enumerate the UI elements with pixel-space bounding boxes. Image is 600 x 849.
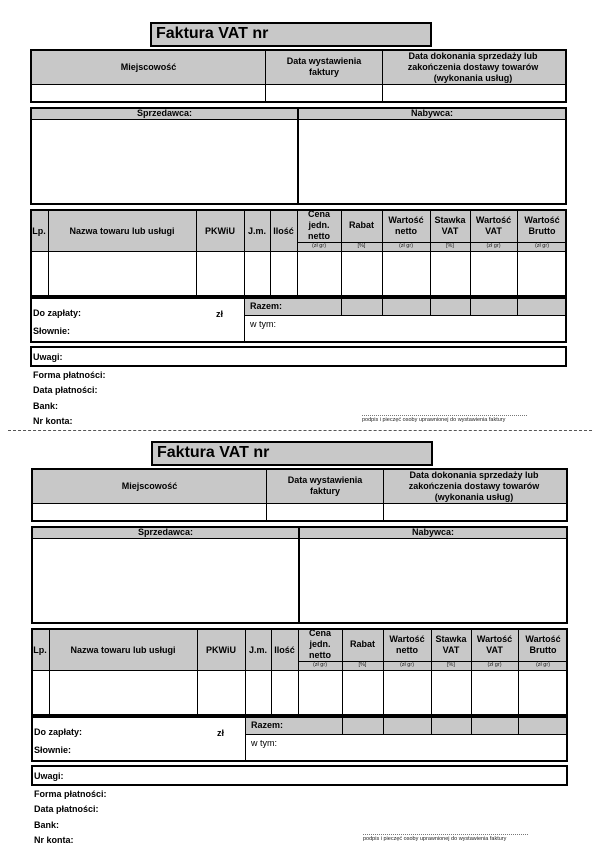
column-header: Rabat bbox=[349, 639, 375, 649]
seller-field[interactable] bbox=[34, 540, 296, 620]
sale-date-field[interactable] bbox=[385, 505, 565, 519]
invoice-2 bbox=[31, 441, 571, 846]
seller-label: Sprzedawca: bbox=[136, 108, 193, 118]
item-cell[interactable] bbox=[473, 672, 517, 714]
column-header: Wartość VAT bbox=[475, 215, 512, 236]
column-unit: (zł gr) bbox=[534, 243, 550, 249]
item-cell[interactable] bbox=[33, 672, 48, 714]
column-unit: (zł gr) bbox=[312, 662, 328, 668]
issue-date-label: Data wystawienia faktury bbox=[286, 56, 362, 77]
column-header: Ilość bbox=[274, 645, 295, 655]
column-header: Stawka VAT bbox=[434, 215, 466, 236]
sum-label: Razem: bbox=[250, 301, 283, 311]
remarks-label: Uwagi: bbox=[33, 352, 63, 362]
remarks-box[interactable] bbox=[30, 346, 567, 367]
issue-date-field[interactable] bbox=[267, 86, 381, 100]
in-words-label: Słownie: bbox=[33, 326, 71, 336]
column-header: Cena jedn. netto bbox=[307, 209, 330, 241]
item-cell[interactable] bbox=[272, 253, 296, 295]
bank-label: Bank: bbox=[33, 401, 59, 411]
place-label: Miejscowość bbox=[121, 481, 178, 491]
column-header: Cena jedn. netto bbox=[308, 628, 331, 660]
column-unit: (zł gr) bbox=[311, 243, 327, 249]
place-field[interactable] bbox=[33, 86, 264, 100]
seller-field[interactable] bbox=[33, 121, 295, 201]
signature-line bbox=[362, 415, 527, 416]
item-cell[interactable] bbox=[384, 253, 429, 295]
column-header: Wartość Brutto bbox=[524, 215, 560, 236]
column-header: Nazwa towaru lub usługi bbox=[69, 226, 175, 236]
item-cell[interactable] bbox=[300, 672, 341, 714]
including-label: w tym: bbox=[251, 738, 277, 748]
item-cell[interactable] bbox=[433, 672, 470, 714]
invoice-title: Faktura VAT nr bbox=[156, 25, 269, 42]
buyer-field[interactable] bbox=[300, 121, 564, 201]
column-unit: (zł gr) bbox=[486, 243, 501, 249]
payment-date-label: Data płatności: bbox=[33, 385, 98, 395]
payment-date-label: Data płatności: bbox=[34, 804, 99, 814]
column-header: Lp. bbox=[32, 226, 46, 236]
currency-label: zł bbox=[216, 309, 224, 319]
column-unit: (zł gr) bbox=[399, 662, 415, 668]
to-pay-label: Do zapłaty: bbox=[33, 308, 82, 318]
item-cell[interactable] bbox=[385, 672, 430, 714]
sum-label: Razem: bbox=[251, 720, 284, 730]
cut-line bbox=[8, 430, 592, 431]
column-header: Lp. bbox=[33, 645, 47, 655]
signature-caption: podpis i pieczęć osoby uprawnionej do wystawienia faktury bbox=[363, 836, 507, 842]
column-unit: [%] bbox=[447, 662, 455, 668]
account-label: Nr konta: bbox=[34, 835, 74, 845]
item-cell[interactable] bbox=[343, 253, 381, 295]
column-unit: (zł gr) bbox=[398, 243, 414, 249]
item-cell[interactable] bbox=[51, 672, 196, 714]
sale-date-field[interactable] bbox=[384, 86, 564, 100]
signature-caption: podpis i pieczęć osoby uprawnionej do wystawienia faktury bbox=[362, 417, 506, 423]
item-cell[interactable] bbox=[247, 672, 270, 714]
item-cell[interactable] bbox=[199, 672, 244, 714]
column-header: Nazwa towaru lub usługi bbox=[70, 645, 176, 655]
item-cell[interactable] bbox=[472, 253, 516, 295]
column-header: Wartość Brutto bbox=[525, 634, 561, 655]
buyer-field[interactable] bbox=[301, 540, 565, 620]
account-label: Nr konta: bbox=[33, 416, 73, 426]
item-cell[interactable] bbox=[198, 253, 243, 295]
column-header: Stawka VAT bbox=[435, 634, 467, 655]
column-header: PKWiU bbox=[205, 226, 235, 236]
invoice-title: Faktura VAT nr bbox=[157, 444, 270, 461]
column-unit: [%] bbox=[446, 243, 454, 249]
item-cell[interactable] bbox=[273, 672, 297, 714]
buyer-label: Nabywca: bbox=[411, 527, 455, 537]
column-unit: [%] bbox=[358, 662, 367, 668]
bank-label: Bank: bbox=[34, 820, 60, 830]
signature-line bbox=[363, 834, 528, 835]
column-header: J.m. bbox=[248, 645, 267, 655]
item-cell[interactable] bbox=[519, 253, 566, 295]
remarks-label: Uwagi: bbox=[34, 771, 64, 781]
item-cell[interactable] bbox=[520, 672, 567, 714]
place-field[interactable] bbox=[34, 505, 265, 519]
column-unit: (zł gr) bbox=[487, 662, 502, 668]
seller-label: Sprzedawca: bbox=[137, 527, 194, 537]
column-header: Ilość bbox=[273, 226, 294, 236]
issue-date-field[interactable] bbox=[268, 505, 382, 519]
place-label: Miejscowość bbox=[120, 62, 177, 72]
column-header: PKWiU bbox=[206, 645, 236, 655]
column-unit: [%] bbox=[357, 243, 366, 249]
column-header: Rabat bbox=[348, 220, 374, 230]
currency-label: zł bbox=[217, 728, 225, 738]
invoice-1 bbox=[30, 22, 570, 427]
column-header: Wartość netto bbox=[388, 215, 424, 236]
column-header: Wartość netto bbox=[389, 634, 425, 655]
payment-form-label: Forma płatności: bbox=[34, 789, 107, 799]
item-cell[interactable] bbox=[432, 253, 469, 295]
remarks-box[interactable] bbox=[31, 765, 568, 786]
item-cell[interactable] bbox=[50, 253, 195, 295]
item-cell[interactable] bbox=[32, 253, 47, 295]
item-cell[interactable] bbox=[246, 253, 269, 295]
including-label: w tym: bbox=[250, 319, 276, 329]
sale-date-label: Data dokonania sprzedaży lub zakończenia dostawy towarów (wykonania usług) bbox=[407, 51, 539, 83]
to-pay-label: Do zapłaty: bbox=[34, 727, 83, 737]
item-cell[interactable] bbox=[344, 672, 382, 714]
sale-date-label: Data dokonania sprzedaży lub zakończenia dostawy towarów (wykonania usług) bbox=[408, 470, 540, 502]
issue-date-label: Data wystawienia faktury bbox=[287, 475, 363, 496]
payment-form-label: Forma płatności: bbox=[33, 370, 106, 380]
in-words-label: Słownie: bbox=[34, 745, 72, 755]
item-cell[interactable] bbox=[299, 253, 340, 295]
column-header: J.m. bbox=[247, 226, 266, 236]
column-header: Wartość VAT bbox=[476, 634, 513, 655]
column-unit: (zł gr) bbox=[535, 662, 551, 668]
buyer-label: Nabywca: bbox=[410, 108, 454, 118]
